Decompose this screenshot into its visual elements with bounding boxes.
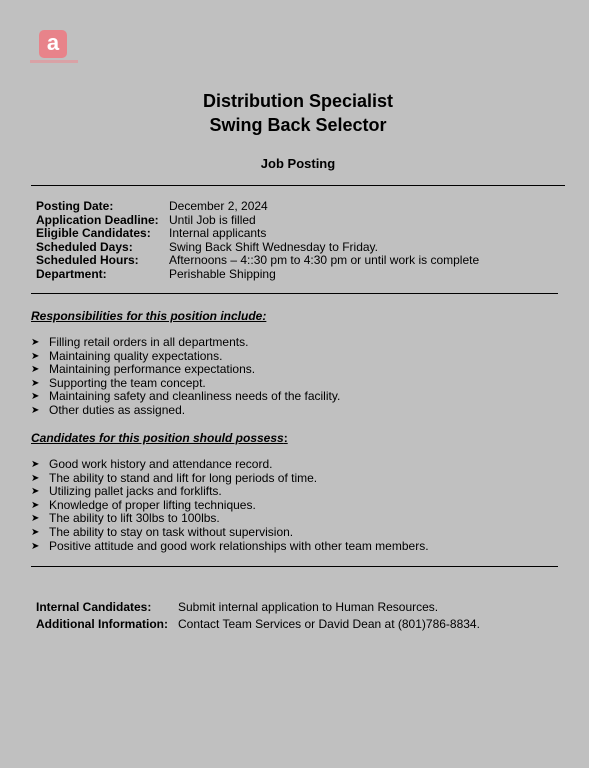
list-item-text: Supporting the team concept.: [49, 375, 206, 390]
list-item-text: Good work history and attendance record.: [49, 457, 273, 471]
footer-label: Internal Candidates:: [36, 600, 152, 614]
detail-row: [36, 268, 479, 282]
divider-middle: [31, 293, 558, 294]
list-item: [31, 390, 340, 404]
list-item: [31, 472, 429, 486]
list-item: [31, 350, 340, 364]
list-item: [31, 404, 340, 418]
list-item: [31, 458, 429, 472]
list-item-text: Filling retail orders in all departments.: [49, 335, 249, 349]
arrow-bullet-icon: ➤: [31, 337, 40, 348]
list-item-text: Maintaining quality expectations.: [49, 348, 223, 363]
arrow-bullet-icon: ➤: [31, 364, 40, 376]
detail-value: Perishable Shipping: [169, 266, 276, 281]
footer-row: [36, 616, 480, 633]
company-logo: [39, 30, 67, 58]
responsibilities-list: [31, 336, 340, 418]
arrow-bullet-icon: ➤: [31, 391, 40, 403]
posting-heading: Job Posting: [260, 156, 336, 171]
detail-label: Scheduled Hours:: [36, 253, 139, 268]
arrow-bullet-icon: ➤: [31, 472, 40, 484]
divider-top: [31, 185, 565, 186]
footer-row: [36, 599, 480, 616]
detail-label: Scheduled Days:: [36, 239, 133, 254]
detail-label: Eligible Candidates:: [36, 226, 151, 241]
qualifications-heading: [31, 431, 288, 445]
divider-bottom: [31, 566, 558, 567]
list-item-text: Knowledge of proper lifting techniques.: [49, 497, 256, 512]
list-item-text: Other duties as assigned.: [49, 402, 186, 417]
list-item: [31, 377, 340, 391]
list-item: [31, 336, 340, 350]
arrow-bullet-icon: ➤: [31, 526, 40, 538]
application-info: [36, 599, 480, 633]
list-item-text: Maintaining performance expectations.: [49, 362, 256, 377]
arrow-bullet-icon: ➤: [31, 499, 40, 511]
arrow-bullet-icon: ➤: [31, 350, 40, 362]
list-item: [31, 526, 429, 540]
arrow-bullet-icon: ➤: [31, 377, 40, 389]
detail-value: Internal applicants: [169, 226, 267, 241]
list-item-text: The ability to lift 30lbs to 100lbs.: [49, 511, 220, 526]
detail-row: [36, 227, 479, 241]
footer-value: Contact Team Services or David Dean at (801)786-8834.: [178, 617, 480, 631]
list-item: [31, 540, 429, 554]
arrow-bullet-icon: ➤: [31, 404, 40, 416]
detail-label: Posting Date:: [36, 199, 114, 213]
list-item: [31, 363, 340, 377]
qualifications-list: [31, 458, 429, 553]
list-item: [31, 512, 429, 526]
detail-value: Swing Back Shift Wednesday to Friday.: [169, 239, 378, 254]
list-item-text: The ability to stand and lift for long periods of time.: [49, 470, 318, 485]
list-item: [31, 485, 429, 499]
list-item: [31, 499, 429, 513]
logo-tagline-mark: [30, 60, 78, 63]
detail-value: December 2, 2024: [169, 199, 268, 213]
detail-row: [36, 254, 479, 268]
detail-value: Until Job is filled: [169, 212, 256, 227]
list-item-text: Positive attitude and good work relationships with other team members.: [49, 538, 429, 553]
detail-row: [36, 241, 479, 255]
logo-glyph: a: [46, 30, 60, 55]
qualifications-heading-colon: :: [283, 431, 288, 445]
list-item-text: Utilizing pallet jacks and forklifts.: [49, 484, 222, 499]
job-title: Distribution Specialist: [202, 91, 394, 111]
qualifications-heading-text: Candidates for this position should possess: [31, 431, 284, 445]
list-item-text: Maintaining safety and cleanliness needs of the facility.: [49, 389, 341, 404]
arrow-bullet-icon: ➤: [31, 540, 40, 552]
detail-label: Application Deadline:: [36, 212, 159, 227]
detail-label: Department:: [36, 266, 107, 281]
footer-label: Additional Information:: [36, 617, 168, 631]
list-item-text: The ability to stay on task without supervision.: [49, 524, 294, 539]
detail-row: [36, 200, 479, 214]
job-subtitle-title: Swing Back Selector: [209, 115, 387, 135]
arrow-bullet-icon: ➤: [31, 459, 40, 470]
responsibilities-heading: Responsibilities for this position include:: [31, 309, 267, 323]
arrow-bullet-icon: ➤: [31, 513, 40, 525]
detail-row: [36, 214, 479, 228]
posting-details: [36, 200, 479, 282]
detail-value: Afternoons – 4::30 pm to 4:30 pm or until work is complete: [169, 253, 480, 268]
footer-value: Submit internal application to Human Resources.: [178, 600, 439, 614]
arrow-bullet-icon: ➤: [31, 486, 40, 498]
